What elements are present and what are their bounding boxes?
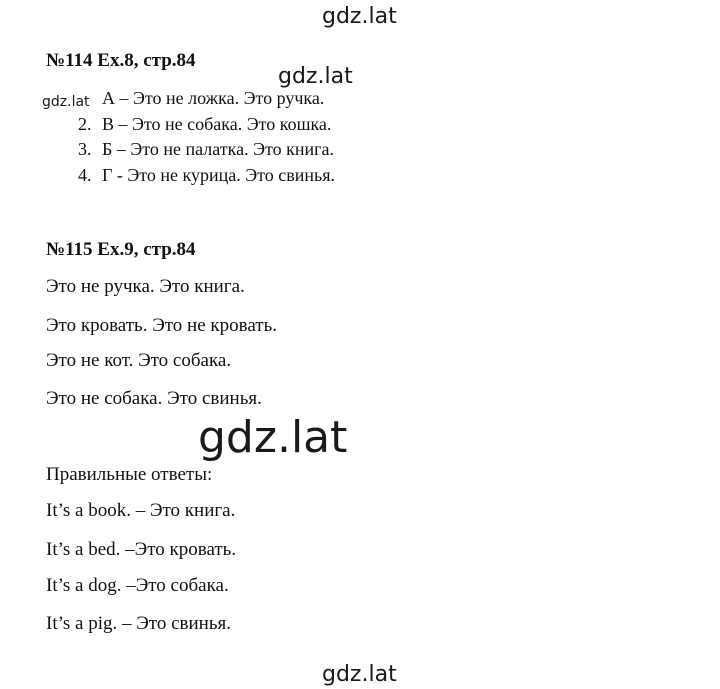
watermark-top: gdz.lat [322, 4, 397, 29]
list-item-number: 2. [78, 114, 92, 134]
list-item [78, 140, 334, 158]
text-line: Это не собака. Это свинья. [46, 388, 262, 409]
list-item-text: Г - Это не курица. Это свинья. [102, 165, 336, 185]
list-item [78, 166, 335, 184]
watermark-big: gdz.lat [198, 412, 348, 463]
answer-line: It’s a bed. –Это кровать. [46, 539, 237, 560]
list-item [78, 89, 324, 107]
answer-line: It’s a dog. –Это собака. [46, 575, 229, 596]
list-item-number: 4. [78, 165, 92, 185]
list-item-text: Б – Это не палатка. Это книга. [102, 139, 334, 159]
watermark-small: gdz.lat [42, 94, 90, 110]
answers-label: Правильные ответы: [46, 464, 213, 485]
text-line: Это не кот. Это собака. [46, 350, 232, 371]
list-item [78, 115, 331, 133]
watermark-bottom: gdz.lat [322, 662, 397, 687]
exercise-115-heading: №115 Ex.9, стр.84 [46, 239, 196, 260]
answer-line: It’s a book. – Это книга. [46, 500, 236, 521]
text-line: Это кровать. Это не кровать. [46, 315, 278, 336]
list-item-text: А – Это не ложка. Это ручка. [102, 88, 325, 108]
watermark-mid: gdz.lat [278, 64, 353, 89]
text-line: Это не ручка. Это книга. [46, 276, 245, 297]
list-item-number: 3. [78, 139, 92, 159]
exercise-114-heading: №114 Ex.8, стр.84 [46, 50, 196, 71]
list-item-text: В – Это не собака. Это кошка. [102, 114, 332, 134]
answer-line: It’s a pig. – Это свинья. [46, 613, 231, 634]
